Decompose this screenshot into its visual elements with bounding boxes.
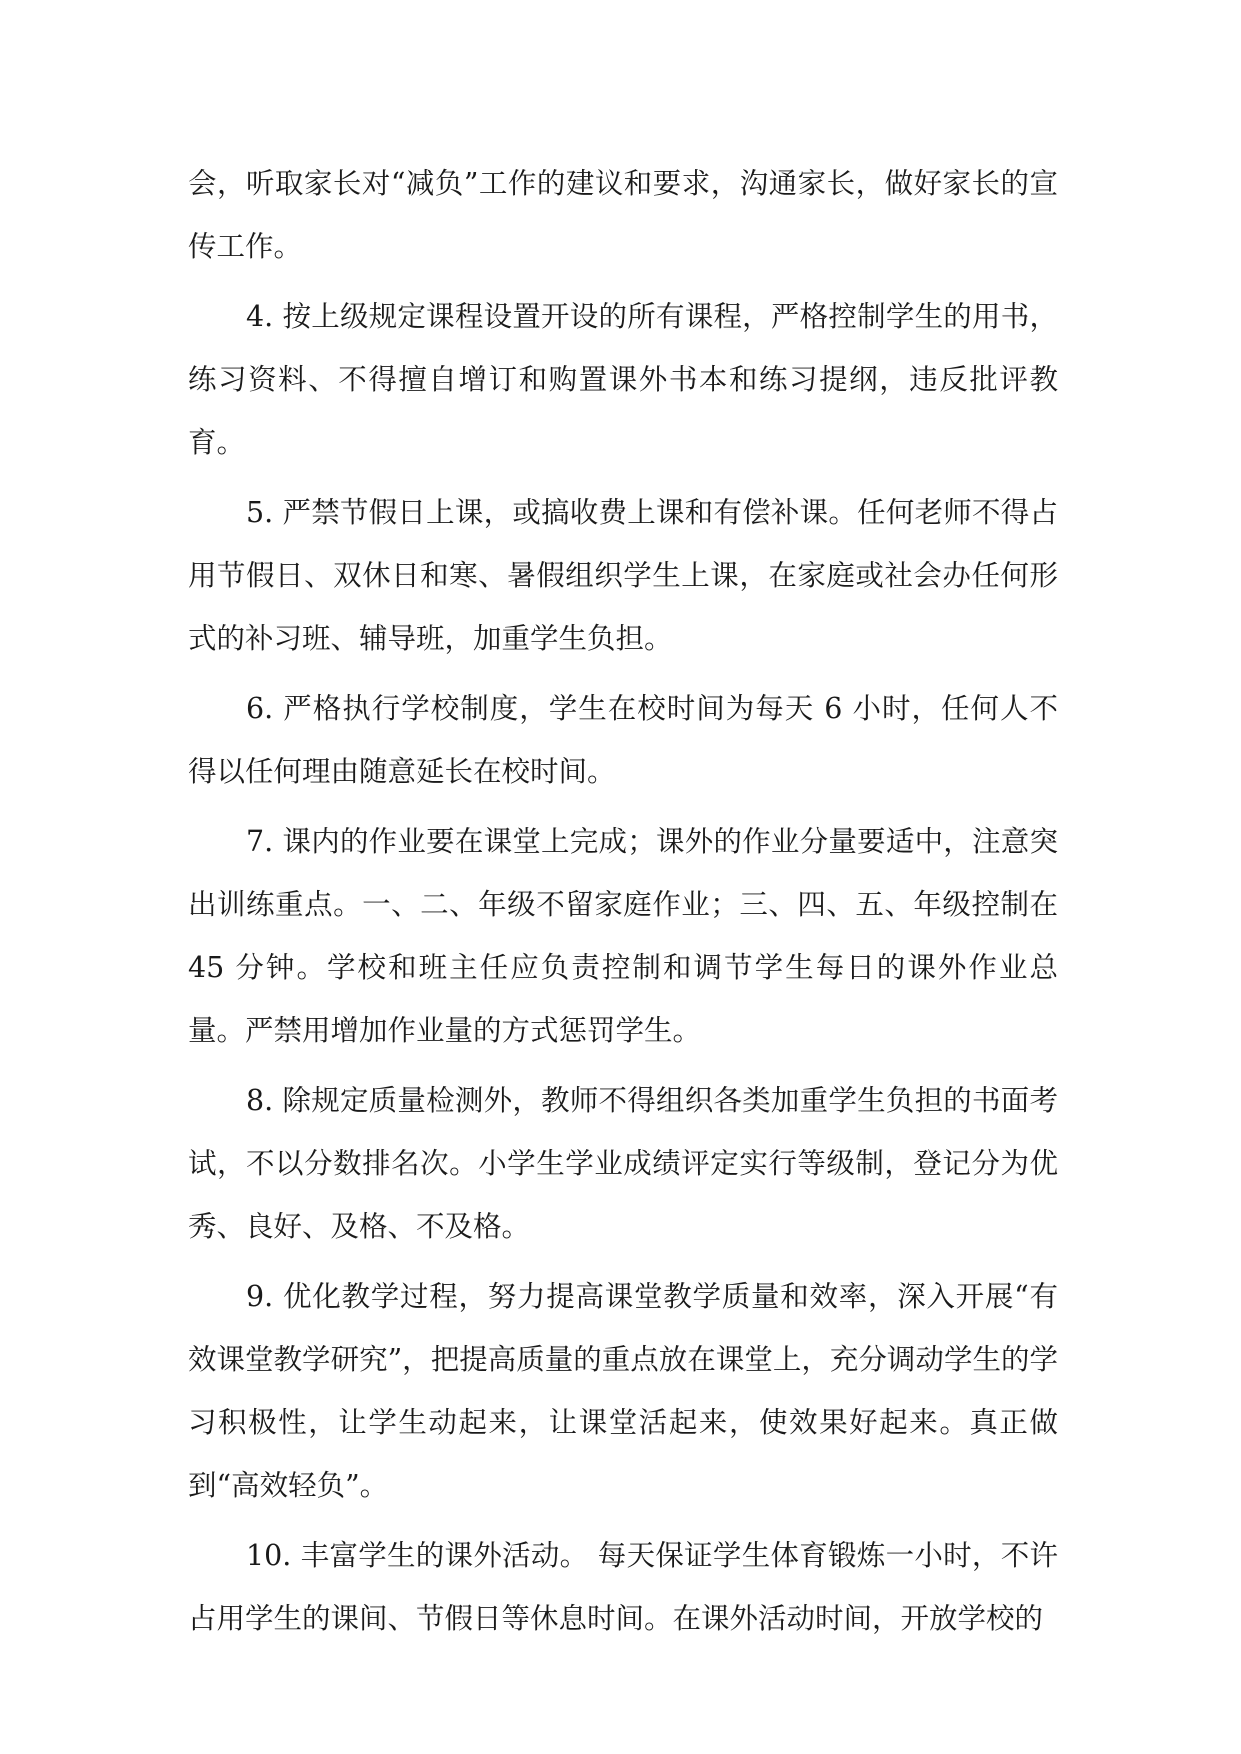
paragraph-item-8: 8. 除规定质量检测外，教师不得组织各类加重学生负担的书面考试，不以分数排名次。小学生学业成绩评定实行等级制，登记分为优秀、良好、及格、不及格。 — [188, 1084, 1058, 1243]
paragraph-item-4: 4. 按上级规定课程设置开设的所有课程，严格控制学生的用书，练习资料、不得擅自增订和购置课外书本和练习提纲，违反批评教育。 — [188, 300, 1058, 459]
paragraph-item-6: 6. 严格执行学校制度，学生在校时间为每天 6 小时，任何人不得以任何理由随意延长在校时间。 — [188, 692, 1058, 788]
paragraph-item-10: 10. 丰富学生的课外活动。 每天保证学生体育锻炼一小时，不许占用学生的课间、节假日等休息时间。在课外活动时间，开放学校的 — [188, 1539, 1058, 1635]
paragraph-item-7: 7. 课内的作业要在课堂上完成；课外的作业分量要适中，注意突出训练重点。一、二、年级不留家庭作业；三、四、五、年级控制在 45 分钟。学校和班主任应负责控制和调节学生每日的课外作业总量。严禁用增加作业量的方式惩罚学生。 — [188, 825, 1058, 1047]
paragraph-continued: 会，听取家长对“减负”工作的建议和要求，沟通家长，做好家长的宣传工作。 — [188, 167, 1058, 263]
paragraph-item-5: 5. 严禁节假日上课，或搞收费上课和有偿补课。任何老师不得占用节假日、双休日和寒、暑假组织学生上课，在家庭或社会办任何形式的补习班、辅导班，加重学生负担。 — [188, 496, 1058, 655]
document-body — [188, 152, 1058, 1657]
paragraph-item-9: 9. 优化教学过程，努力提高课堂教学质量和效率，深入开展“有效课堂教学研究”，把提高质量的重点放在课堂上，充分调动学生的学习积极性，让学生动起来，让课堂活起来，使效果好起来。真正做到“高效轻负”。 — [188, 1280, 1058, 1502]
